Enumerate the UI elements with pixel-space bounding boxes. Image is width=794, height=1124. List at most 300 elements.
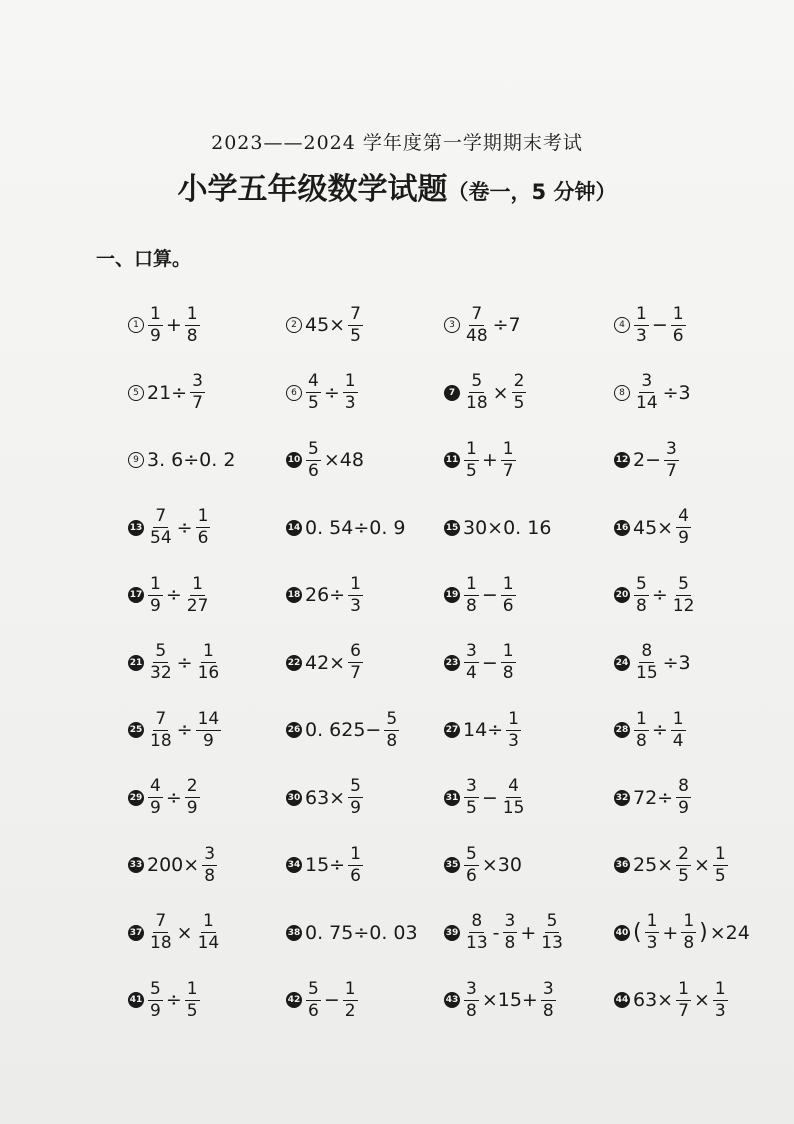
problem-number: 27 bbox=[444, 722, 460, 738]
expression-text: ÷ bbox=[176, 719, 193, 741]
exam-title-main: 小学五年级数学试题 bbox=[177, 172, 448, 207]
numerator: 1 bbox=[502, 573, 514, 594]
numerator: 5 bbox=[546, 911, 558, 932]
numerator: 1 bbox=[646, 911, 658, 932]
fraction bbox=[384, 710, 399, 750]
numerator: 1 bbox=[502, 438, 514, 459]
fraction bbox=[148, 980, 163, 1020]
expression-text: ÷3 bbox=[662, 381, 691, 404]
fraction bbox=[634, 305, 649, 345]
denominator: 8 bbox=[466, 595, 477, 616]
denominator: 9 bbox=[678, 528, 689, 548]
denominator: 9 bbox=[150, 325, 161, 346]
fraction bbox=[676, 980, 691, 1020]
problem-number: 31 bbox=[444, 790, 460, 806]
numerator: 6 bbox=[350, 641, 361, 662]
denominator: 18 bbox=[466, 393, 488, 413]
expression-text: − bbox=[481, 651, 498, 674]
problem-item bbox=[286, 638, 444, 688]
numerator: 1 bbox=[350, 843, 361, 864]
fraction bbox=[148, 642, 174, 682]
problem-number: 25 bbox=[128, 722, 144, 738]
numerator: 2 bbox=[186, 776, 198, 797]
problem-item bbox=[444, 773, 614, 823]
fraction bbox=[348, 777, 363, 817]
numerator: 3 bbox=[466, 978, 477, 999]
exam-subtitle: 2023——2024 学年度第一学期期末考试 bbox=[211, 132, 583, 154]
problem-number: 23 bbox=[444, 655, 460, 671]
expression-text: + bbox=[520, 921, 537, 944]
fraction bbox=[464, 777, 479, 817]
numerator: 8 bbox=[641, 641, 653, 662]
denominator: 7 bbox=[678, 1000, 689, 1021]
expression-text: × bbox=[693, 989, 710, 1011]
problem-number: 11 bbox=[444, 452, 460, 468]
problem-grid bbox=[128, 300, 758, 1043]
problem-number: 8 bbox=[614, 385, 630, 401]
numerator: 1 bbox=[672, 303, 684, 324]
expression-text: ÷ bbox=[651, 719, 668, 741]
numerator: 7 bbox=[155, 708, 167, 729]
problem-number: 9 bbox=[128, 452, 144, 468]
expression-text: − bbox=[323, 989, 340, 1011]
problem-number: 38 bbox=[286, 925, 302, 941]
problem-item bbox=[614, 503, 758, 553]
fraction bbox=[539, 912, 565, 952]
denominator: 5 bbox=[714, 865, 726, 886]
expression-text: 0. 75÷0. 03 bbox=[305, 921, 418, 944]
problem-item bbox=[614, 840, 758, 890]
fraction bbox=[681, 912, 696, 952]
problem-number: 40 bbox=[614, 925, 630, 941]
fraction bbox=[464, 575, 479, 615]
problem-item bbox=[286, 975, 444, 1025]
problem-number: 21 bbox=[128, 655, 144, 671]
fraction bbox=[464, 372, 490, 412]
numerator: 4 bbox=[308, 371, 319, 392]
problem-number: 14 bbox=[286, 520, 302, 536]
denominator: 8 bbox=[466, 1000, 477, 1021]
fraction bbox=[148, 710, 174, 750]
expression-text: ÷7 bbox=[492, 314, 521, 336]
problem-number: 26 bbox=[286, 722, 302, 738]
numerator: 14 bbox=[197, 708, 220, 729]
denominator: 6 bbox=[308, 1000, 319, 1021]
denominator: 16 bbox=[197, 663, 220, 683]
numerator: 5 bbox=[471, 371, 483, 392]
fraction bbox=[196, 912, 222, 952]
expression-text: 25× bbox=[633, 854, 674, 876]
numerator: 1 bbox=[466, 438, 477, 459]
problem-item bbox=[444, 368, 614, 418]
denominator: 6 bbox=[308, 460, 319, 481]
problem-number: 3 bbox=[444, 317, 460, 333]
fraction bbox=[512, 372, 527, 412]
denominator: 14 bbox=[197, 933, 220, 953]
numerator: 3 bbox=[666, 438, 677, 459]
denominator: 6 bbox=[672, 325, 684, 346]
denominator: 5 bbox=[350, 325, 361, 346]
fraction bbox=[501, 440, 516, 480]
numerator: 1 bbox=[150, 573, 161, 594]
denominator: 7 bbox=[666, 460, 677, 481]
numerator: 1 bbox=[344, 371, 356, 392]
problem-item bbox=[614, 638, 758, 688]
fraction bbox=[634, 575, 649, 615]
denominator: 12 bbox=[672, 595, 695, 616]
expression-text: ÷ bbox=[165, 989, 182, 1011]
fraction bbox=[645, 912, 660, 952]
problem-item bbox=[286, 570, 444, 620]
numerator: 7 bbox=[155, 911, 167, 932]
parenthesis: ) bbox=[699, 920, 708, 945]
problem-item bbox=[444, 300, 614, 350]
expression-text: + bbox=[662, 921, 679, 944]
fraction bbox=[306, 372, 321, 412]
fraction bbox=[202, 845, 217, 885]
fraction bbox=[306, 440, 321, 480]
expression-text: − bbox=[481, 584, 498, 606]
problem-number: 43 bbox=[444, 992, 460, 1008]
fraction bbox=[464, 440, 479, 480]
problem-number: 2 bbox=[286, 317, 302, 333]
numerator: 3 bbox=[204, 843, 216, 864]
problem-number: 16 bbox=[614, 520, 630, 536]
problem-number: 37 bbox=[128, 925, 144, 941]
denominator: 8 bbox=[683, 933, 695, 953]
denominator: 8 bbox=[636, 595, 647, 616]
problem-number: 5 bbox=[128, 385, 144, 401]
denominator: 6 bbox=[197, 528, 209, 548]
numerator: 3 bbox=[192, 371, 203, 392]
denominator: 14 bbox=[636, 393, 658, 413]
denominator: 5 bbox=[513, 393, 525, 413]
expression-text: 2− bbox=[633, 449, 662, 471]
denominator: 9 bbox=[202, 730, 214, 751]
denominator: 18 bbox=[150, 730, 172, 751]
denominator: 9 bbox=[150, 798, 161, 818]
denominator: 8 bbox=[386, 730, 398, 751]
problem-item bbox=[286, 908, 444, 958]
fraction bbox=[464, 845, 479, 885]
fraction bbox=[348, 305, 363, 345]
problem-number: 7 bbox=[444, 385, 460, 401]
problem-item bbox=[128, 638, 286, 688]
fraction bbox=[348, 575, 363, 615]
numerator: 1 bbox=[678, 978, 689, 999]
fraction bbox=[190, 372, 205, 412]
denominator: 8 bbox=[204, 865, 216, 886]
expression-text: ÷ bbox=[176, 651, 193, 674]
fraction bbox=[634, 642, 660, 682]
fraction bbox=[148, 305, 163, 345]
numerator: 7 bbox=[155, 506, 167, 527]
expression-text: − bbox=[481, 786, 498, 809]
problem-number: 20 bbox=[614, 587, 630, 603]
problem-item bbox=[286, 503, 444, 553]
denominator: 9 bbox=[186, 798, 198, 818]
problem-number: 24 bbox=[614, 655, 630, 671]
fraction bbox=[671, 305, 686, 345]
denominator: 48 bbox=[466, 325, 488, 346]
problem-item bbox=[286, 840, 444, 890]
fraction bbox=[148, 575, 163, 615]
denominator: 32 bbox=[150, 663, 172, 683]
denominator: 27 bbox=[186, 595, 209, 616]
numerator: 3 bbox=[466, 776, 477, 797]
problem-item bbox=[286, 773, 444, 823]
expression-text: ×15+ bbox=[481, 989, 538, 1011]
fraction bbox=[713, 980, 728, 1020]
expression-text: ÷ bbox=[323, 381, 340, 404]
problem-number: 41 bbox=[128, 992, 144, 1008]
expression-text: - bbox=[492, 921, 500, 944]
numerator: 5 bbox=[636, 573, 647, 594]
denominator: 15 bbox=[502, 798, 525, 818]
expression-text: + bbox=[481, 449, 498, 471]
problem-item bbox=[128, 503, 286, 553]
fraction bbox=[503, 912, 518, 952]
expression-text: 0. 625− bbox=[305, 719, 382, 741]
problem-item bbox=[614, 570, 758, 620]
fraction bbox=[343, 980, 358, 1020]
numerator: 1 bbox=[714, 978, 726, 999]
problem-item bbox=[444, 503, 614, 553]
fraction bbox=[196, 507, 211, 547]
numerator: 5 bbox=[466, 843, 477, 864]
expression-text: 14÷ bbox=[463, 719, 504, 741]
denominator: 3 bbox=[350, 595, 361, 616]
fraction bbox=[676, 777, 691, 817]
fraction bbox=[464, 980, 479, 1020]
denominator: 9 bbox=[678, 798, 689, 818]
numerator: 1 bbox=[344, 978, 356, 999]
expression-text: 45× bbox=[305, 314, 346, 336]
problem-item bbox=[128, 705, 286, 755]
denominator: 4 bbox=[466, 663, 477, 683]
fraction bbox=[634, 372, 660, 412]
numerator: 1 bbox=[502, 641, 514, 662]
expression-text: × bbox=[492, 381, 509, 404]
fraction bbox=[501, 575, 516, 615]
problem-number: 1 bbox=[128, 317, 144, 333]
numerator: 5 bbox=[308, 438, 319, 459]
problem-number: 12 bbox=[614, 452, 630, 468]
problem-item bbox=[444, 435, 614, 485]
expression-text: ÷3 bbox=[662, 651, 691, 674]
numerator: 5 bbox=[386, 708, 398, 729]
problem-item bbox=[444, 570, 614, 620]
problem-item bbox=[128, 435, 286, 485]
denominator: 8 bbox=[636, 730, 647, 751]
problem-number: 19 bbox=[444, 587, 460, 603]
numerator: 4 bbox=[678, 506, 689, 527]
denominator: 13 bbox=[541, 933, 563, 953]
problem-item bbox=[128, 570, 286, 620]
fraction bbox=[196, 642, 222, 682]
expression-text: 200× bbox=[147, 854, 200, 876]
problem-item bbox=[614, 368, 758, 418]
problem-item bbox=[444, 840, 614, 890]
denominator: 5 bbox=[308, 393, 319, 413]
expression-text: 72÷ bbox=[633, 786, 674, 809]
numerator: 1 bbox=[202, 911, 214, 932]
numerator: 1 bbox=[150, 303, 161, 324]
expression-text: − bbox=[651, 314, 668, 336]
denominator: 5 bbox=[466, 798, 477, 818]
expression-text: + bbox=[165, 314, 182, 336]
section-heading: 一、口算。 bbox=[96, 248, 192, 270]
problem-number: 18 bbox=[286, 587, 302, 603]
fraction bbox=[671, 575, 697, 615]
expression-text: 63× bbox=[633, 989, 674, 1011]
numerator: 1 bbox=[714, 843, 726, 864]
problem-number: 34 bbox=[286, 857, 302, 873]
numerator: 3 bbox=[466, 641, 477, 662]
denominator: 3 bbox=[714, 1000, 726, 1021]
denominator: 7 bbox=[502, 460, 514, 481]
numerator: 1 bbox=[636, 303, 647, 324]
numerator: 5 bbox=[308, 978, 319, 999]
problem-item bbox=[444, 638, 614, 688]
numerator: 8 bbox=[471, 911, 483, 932]
denominator: 8 bbox=[504, 933, 516, 953]
problem-item bbox=[286, 300, 444, 350]
numerator: 4 bbox=[508, 776, 519, 797]
expression-text: 26÷ bbox=[305, 584, 346, 606]
fraction bbox=[185, 575, 211, 615]
fraction bbox=[676, 507, 691, 547]
problem-item bbox=[128, 300, 286, 350]
expression-text: × bbox=[693, 854, 710, 876]
problem-number: 39 bbox=[444, 925, 460, 941]
numerator: 4 bbox=[150, 776, 161, 797]
parenthesis: ( bbox=[633, 920, 642, 945]
problem-number: 6 bbox=[286, 385, 302, 401]
exam-title bbox=[0, 164, 794, 208]
exam-title-suffix: （卷一，5 分钟） bbox=[447, 180, 617, 204]
numerator: 1 bbox=[350, 573, 361, 594]
problem-number: 29 bbox=[128, 790, 144, 806]
fraction bbox=[541, 980, 556, 1020]
problem-item bbox=[128, 840, 286, 890]
problem-item bbox=[444, 975, 614, 1025]
problem-number: 42 bbox=[286, 992, 302, 1008]
fraction bbox=[671, 710, 686, 750]
denominator: 4 bbox=[672, 730, 684, 751]
expression-text: 0. 54÷0. 9 bbox=[305, 516, 406, 539]
denominator: 15 bbox=[636, 663, 658, 683]
denominator: 3 bbox=[646, 933, 658, 953]
expression-text: ×48 bbox=[323, 449, 364, 471]
expression-text: × bbox=[176, 921, 193, 944]
problem-number: 30 bbox=[286, 790, 302, 806]
denominator: 8 bbox=[502, 663, 514, 683]
denominator: 3 bbox=[508, 730, 519, 751]
problem-item bbox=[444, 908, 614, 958]
fraction bbox=[464, 912, 490, 952]
fraction bbox=[713, 845, 728, 885]
denominator: 9 bbox=[350, 798, 361, 818]
fraction bbox=[676, 845, 691, 885]
fraction bbox=[185, 980, 200, 1020]
expression-text: ×24 bbox=[709, 921, 750, 944]
expression-text: 45× bbox=[633, 516, 674, 539]
problem-number: 28 bbox=[614, 722, 630, 738]
denominator: 18 bbox=[150, 933, 172, 953]
fraction bbox=[501, 642, 516, 682]
denominator: 9 bbox=[150, 1000, 161, 1021]
fraction bbox=[185, 305, 200, 345]
denominator: 13 bbox=[466, 933, 488, 953]
problem-number: 15 bbox=[444, 520, 460, 536]
denominator: 54 bbox=[150, 528, 172, 548]
numerator: 1 bbox=[186, 303, 198, 324]
expression-text: ÷ bbox=[165, 584, 182, 606]
numerator: 2 bbox=[678, 843, 689, 864]
problem-item bbox=[614, 975, 758, 1025]
fraction bbox=[185, 777, 200, 817]
fraction bbox=[148, 507, 174, 547]
numerator: 7 bbox=[350, 303, 361, 324]
problem-number: 22 bbox=[286, 655, 302, 671]
problem-item bbox=[614, 300, 758, 350]
fraction bbox=[306, 980, 321, 1020]
numerator: 1 bbox=[197, 506, 209, 527]
expression-text: 15÷ bbox=[305, 854, 346, 876]
problem-item bbox=[286, 368, 444, 418]
numerator: 1 bbox=[186, 978, 198, 999]
fraction bbox=[196, 710, 222, 750]
fraction bbox=[148, 912, 174, 952]
fraction bbox=[343, 372, 358, 412]
numerator: 1 bbox=[202, 641, 214, 662]
denominator: 7 bbox=[192, 393, 203, 413]
problem-number: 33 bbox=[128, 857, 144, 873]
denominator: 5 bbox=[466, 460, 477, 481]
fraction bbox=[464, 305, 490, 345]
expression-text: 42× bbox=[305, 651, 346, 674]
denominator: 3 bbox=[344, 393, 356, 413]
denominator: 6 bbox=[466, 865, 477, 886]
fraction bbox=[148, 777, 163, 817]
fraction bbox=[464, 642, 479, 682]
problem-number: 13 bbox=[128, 520, 144, 536]
problem-number: 36 bbox=[614, 857, 630, 873]
denominator: 9 bbox=[150, 595, 161, 616]
numerator: 5 bbox=[350, 776, 361, 797]
numerator: 3 bbox=[542, 978, 554, 999]
numerator: 1 bbox=[636, 708, 647, 729]
numerator: 2 bbox=[513, 371, 525, 392]
fraction bbox=[348, 642, 363, 682]
denominator: 5 bbox=[186, 1000, 198, 1021]
numerator: 1 bbox=[683, 911, 695, 932]
problem-item bbox=[128, 975, 286, 1025]
expression-text: 63× bbox=[305, 786, 346, 809]
problem-item bbox=[286, 705, 444, 755]
fraction bbox=[506, 710, 521, 750]
expression-text: ×30 bbox=[481, 854, 522, 876]
denominator: 7 bbox=[350, 663, 361, 683]
problem-number: 17 bbox=[128, 587, 144, 603]
expression-text: ÷ bbox=[176, 516, 193, 539]
problem-item bbox=[614, 773, 758, 823]
numerator: 3 bbox=[504, 911, 516, 932]
denominator: 8 bbox=[186, 325, 198, 346]
problem-item bbox=[444, 705, 614, 755]
problem-number: 44 bbox=[614, 992, 630, 1008]
